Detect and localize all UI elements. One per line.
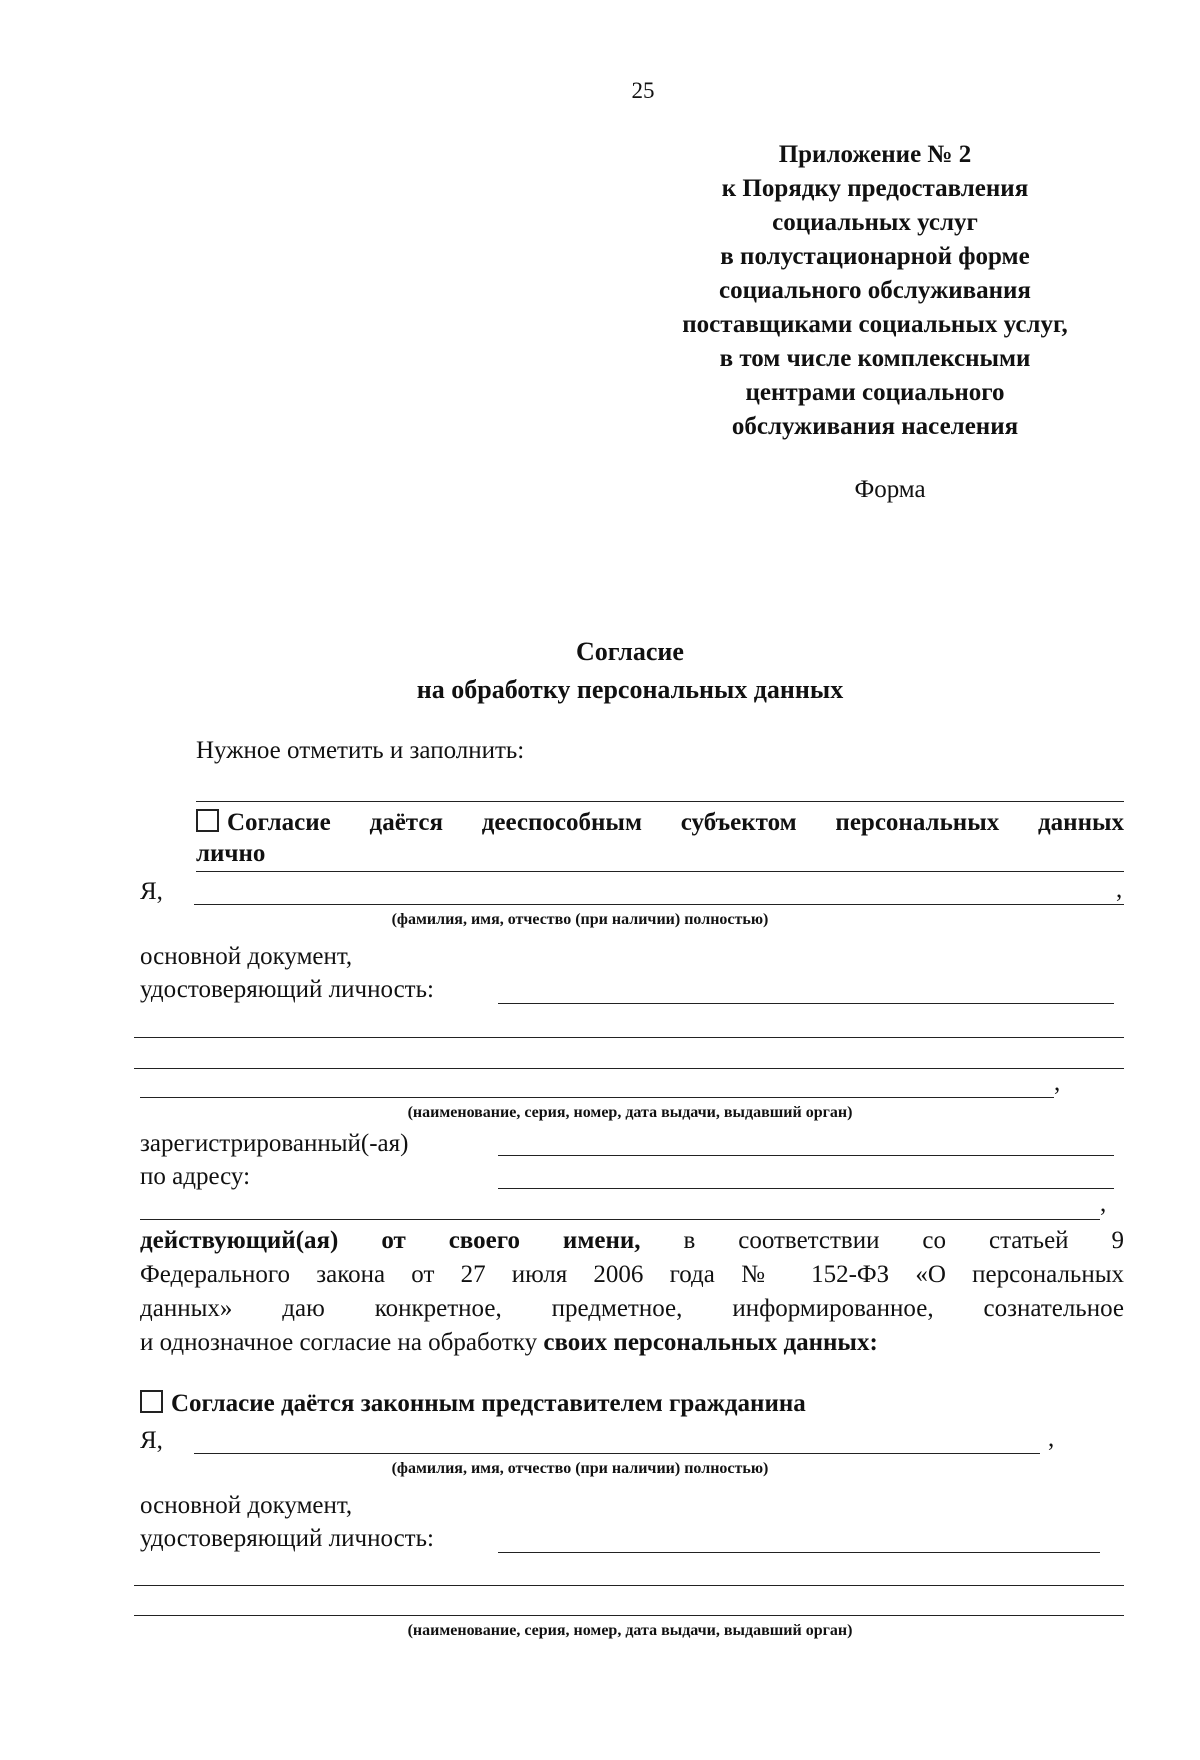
id-document-field-line2[interactable] [134, 1037, 1124, 1038]
consent-paragraph-line2: Федерального закона от 27 июля 2006 года № 152-ФЗ «О персональных [140, 1261, 1124, 1288]
section1-heading-line2: лично [196, 840, 266, 867]
comma: , [1048, 1425, 1055, 1452]
own-personal-data: своих персональных данных: [543, 1329, 878, 1356]
appendix-line: в полустационарной форме [720, 243, 1030, 270]
registered-address-field-line3[interactable] [140, 1219, 1100, 1220]
representative-id-field-line3[interactable] [134, 1615, 1124, 1616]
consent-paragraph-line1 [140, 1226, 1124, 1256]
instruction-text: Нужное отметить и заполнить: [196, 737, 525, 764]
document-title [300, 633, 960, 709]
title-line-1: Согласие [576, 637, 684, 666]
id-document-label-line2: удостоверяющий личность: [140, 976, 434, 1003]
title-line-2: на обработку персональных данных [416, 675, 844, 704]
registered-address-field-line2[interactable] [498, 1188, 1114, 1189]
registered-address-field[interactable] [498, 1155, 1114, 1156]
registered-label-line1: зарегистрированный(-ая) [140, 1130, 409, 1157]
checkbox-capable-subject[interactable] [196, 809, 219, 832]
acting-on-own-behalf: действующий(ая) от своего имени, [140, 1227, 641, 1254]
appendix-line: центрами социального [745, 379, 1005, 406]
representative-name-caption: (фамилия, имя, отчество (при наличии) полностью) [391, 1460, 769, 1477]
representative-id-label-line1: основной документ, [140, 1492, 353, 1519]
representative-id-caption: (наименование, серия, номер, дата выдачи, выдавший орган) [407, 1622, 853, 1639]
form-label: Форма [854, 476, 926, 503]
appendix-line: к Порядку предоставления [721, 175, 1029, 202]
page-number: 25 [631, 78, 655, 103]
id-document-field-line3[interactable] [134, 1068, 1124, 1069]
appendix-line: обслуживания населения [731, 413, 1019, 440]
section1-heading-rule [196, 871, 1124, 872]
comma: , [1054, 1069, 1061, 1096]
appendix-line: поставщиками социальных услуг, [682, 311, 1068, 338]
representative-full-name-field[interactable] [194, 1453, 1040, 1454]
id-document-caption: (наименование, серия, номер, дата выдачи, выдавший орган) [407, 1104, 853, 1121]
appendix-header [640, 138, 1110, 444]
appendix-line: Приложение № 2 [778, 141, 972, 168]
full-name-field[interactable] [194, 904, 1124, 905]
section1-heading[interactable] [196, 808, 1124, 838]
registered-label-line2: по адресу: [140, 1163, 251, 1190]
section2-heading-text: Согласие даётся законным представителем гражданина [171, 1390, 806, 1417]
paragraph-text: и однозначное согласие на обработку [140, 1329, 538, 1356]
appendix-line: социальных услуг [772, 209, 978, 236]
representative-id-field-line2[interactable] [134, 1585, 1124, 1586]
section1-heading-text: Согласие даётся дееспособным субъектом персональных данных [227, 809, 1124, 836]
comma: , [1100, 1190, 1107, 1217]
appendix-line: социального обслуживания [719, 277, 1031, 304]
appendix-line: в том числе комплексными [719, 345, 1031, 372]
section1-top-rule [196, 801, 1124, 802]
full-name-caption: (фамилия, имя, отчество (при наличии) полностью) [391, 911, 769, 928]
consent-paragraph-line3: данных» даю конкретное, предметное, информированное, сознательное [140, 1295, 1124, 1322]
ya-label: Я, [140, 878, 163, 905]
consent-paragraph-line4 [140, 1328, 878, 1358]
checkbox-legal-representative[interactable] [140, 1390, 163, 1413]
id-document-label-line1: основной документ, [140, 943, 353, 970]
comma: , [1116, 876, 1123, 903]
ya-label: Я, [140, 1427, 163, 1454]
paragraph-text: в соответствии со статьей 9 [683, 1227, 1125, 1254]
section2-heading[interactable] [140, 1390, 806, 1418]
representative-id-field[interactable] [498, 1552, 1100, 1553]
id-document-field[interactable] [498, 1003, 1114, 1004]
id-document-field-line4[interactable] [140, 1097, 1054, 1098]
representative-id-label-line2: удостоверяющий личность: [140, 1525, 434, 1552]
